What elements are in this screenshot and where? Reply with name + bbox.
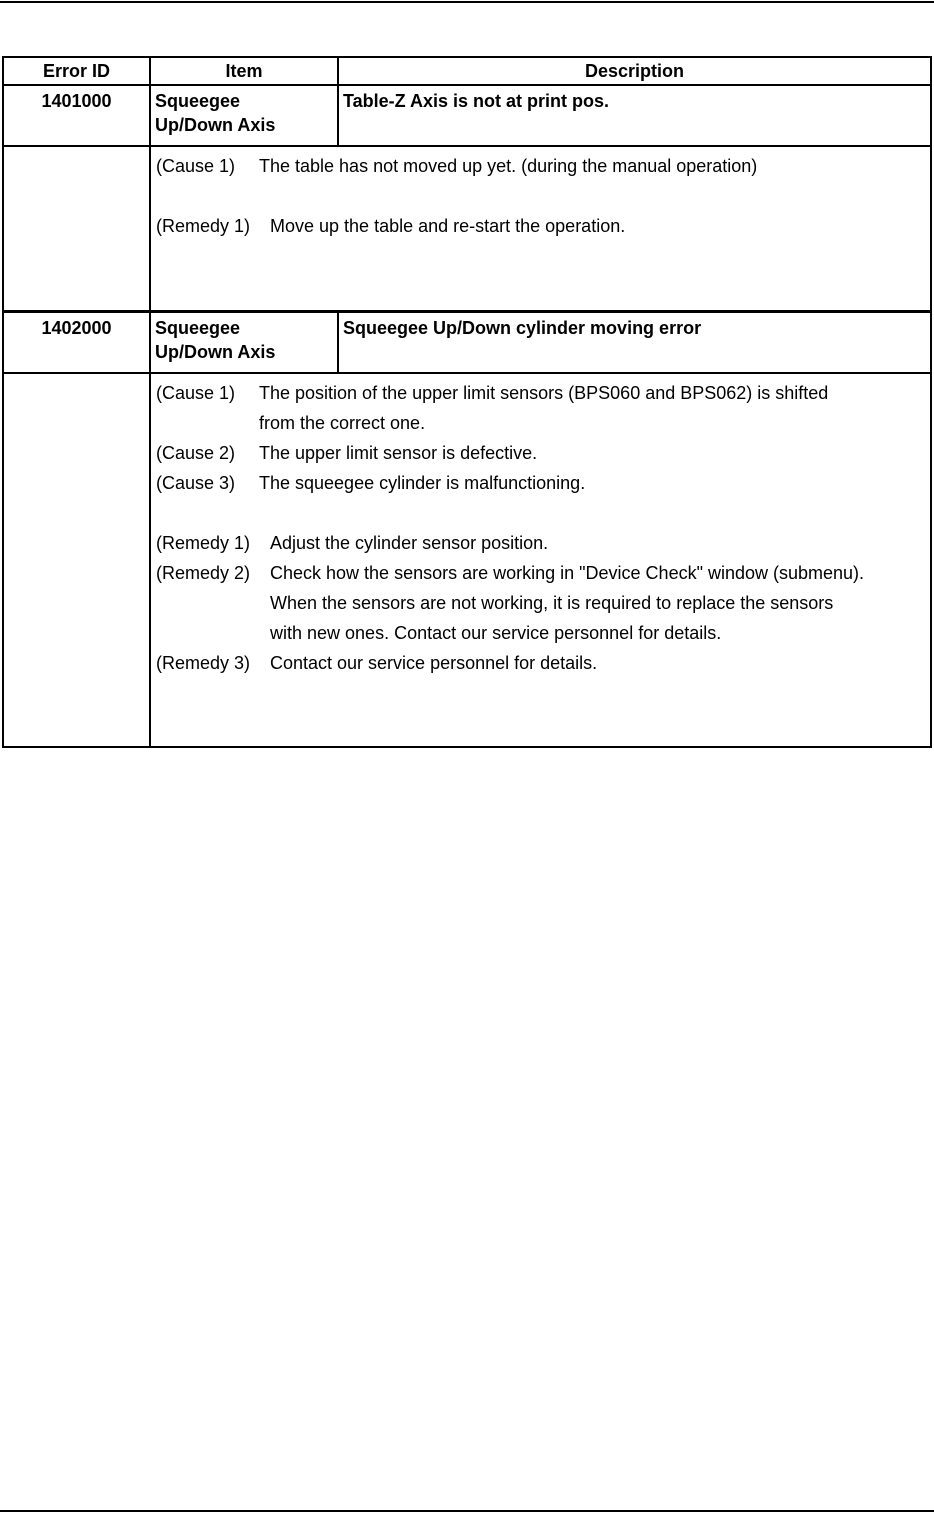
remedy-label: (Remedy 1) [156,216,251,236]
error-id: 1401000 [3,85,150,146]
remedy-text: Adjust the cylinder sensor position. [270,533,549,553]
error-id: 1402000 [3,312,150,374]
cause-text: from the correct one. [259,413,426,433]
error-item [150,85,338,146]
remedy-text: Check how the sensors are working in "Device Check" window (submenu). [270,563,865,583]
error-details [150,373,931,747]
detail-row [3,373,931,747]
error-description: Squeegee Up/Down cylinder moving error [338,312,931,374]
cause-text: The table has not moved up yet. (during the manual operation) [259,156,758,176]
header-error-id: Error ID [3,57,150,85]
item-line: Squeegee [155,91,241,111]
remedy-text: with new ones. Contact our service personnel for details. [270,623,722,643]
detail-row [3,146,931,312]
remedy-text: When the sensors are not working, it is required to replace the sensors [270,593,834,613]
remedy-label: (Remedy 3) [156,653,251,673]
item-line: Squeegee [155,318,241,338]
header-item: Item [150,57,338,85]
cause-label: (Cause 1) [156,383,236,403]
footer-rule [0,1510,934,1512]
item-line: Up/Down Axis [155,342,276,362]
error-description: Table-Z Axis is not at print pos. [338,85,931,146]
error-item [150,312,338,374]
error-table [2,56,932,748]
table-header [3,57,931,85]
remedy-text: Contact our service personnel for details. [270,653,598,673]
remedy-label: (Remedy 2) [156,563,251,583]
cause-text: The squeegee cylinder is malfunctioning. [259,473,586,493]
header-rule [0,1,934,3]
error-details [150,146,931,312]
cause-text: The position of the upper limit sensors (BPS060 and BPS062) is shifted [259,383,829,403]
remedy-label: (Remedy 1) [156,533,251,553]
cause-text: The upper limit sensor is defective. [259,443,538,463]
cause-label: (Cause 2) [156,443,236,463]
table-row [3,85,931,146]
cause-label: (Cause 1) [156,156,236,176]
item-line: Up/Down Axis [155,115,276,135]
header-description: Description [338,57,931,85]
cause-label: (Cause 3) [156,473,236,493]
remedy-text: Move up the table and re-start the operation. [270,216,626,236]
table-row [3,312,931,374]
